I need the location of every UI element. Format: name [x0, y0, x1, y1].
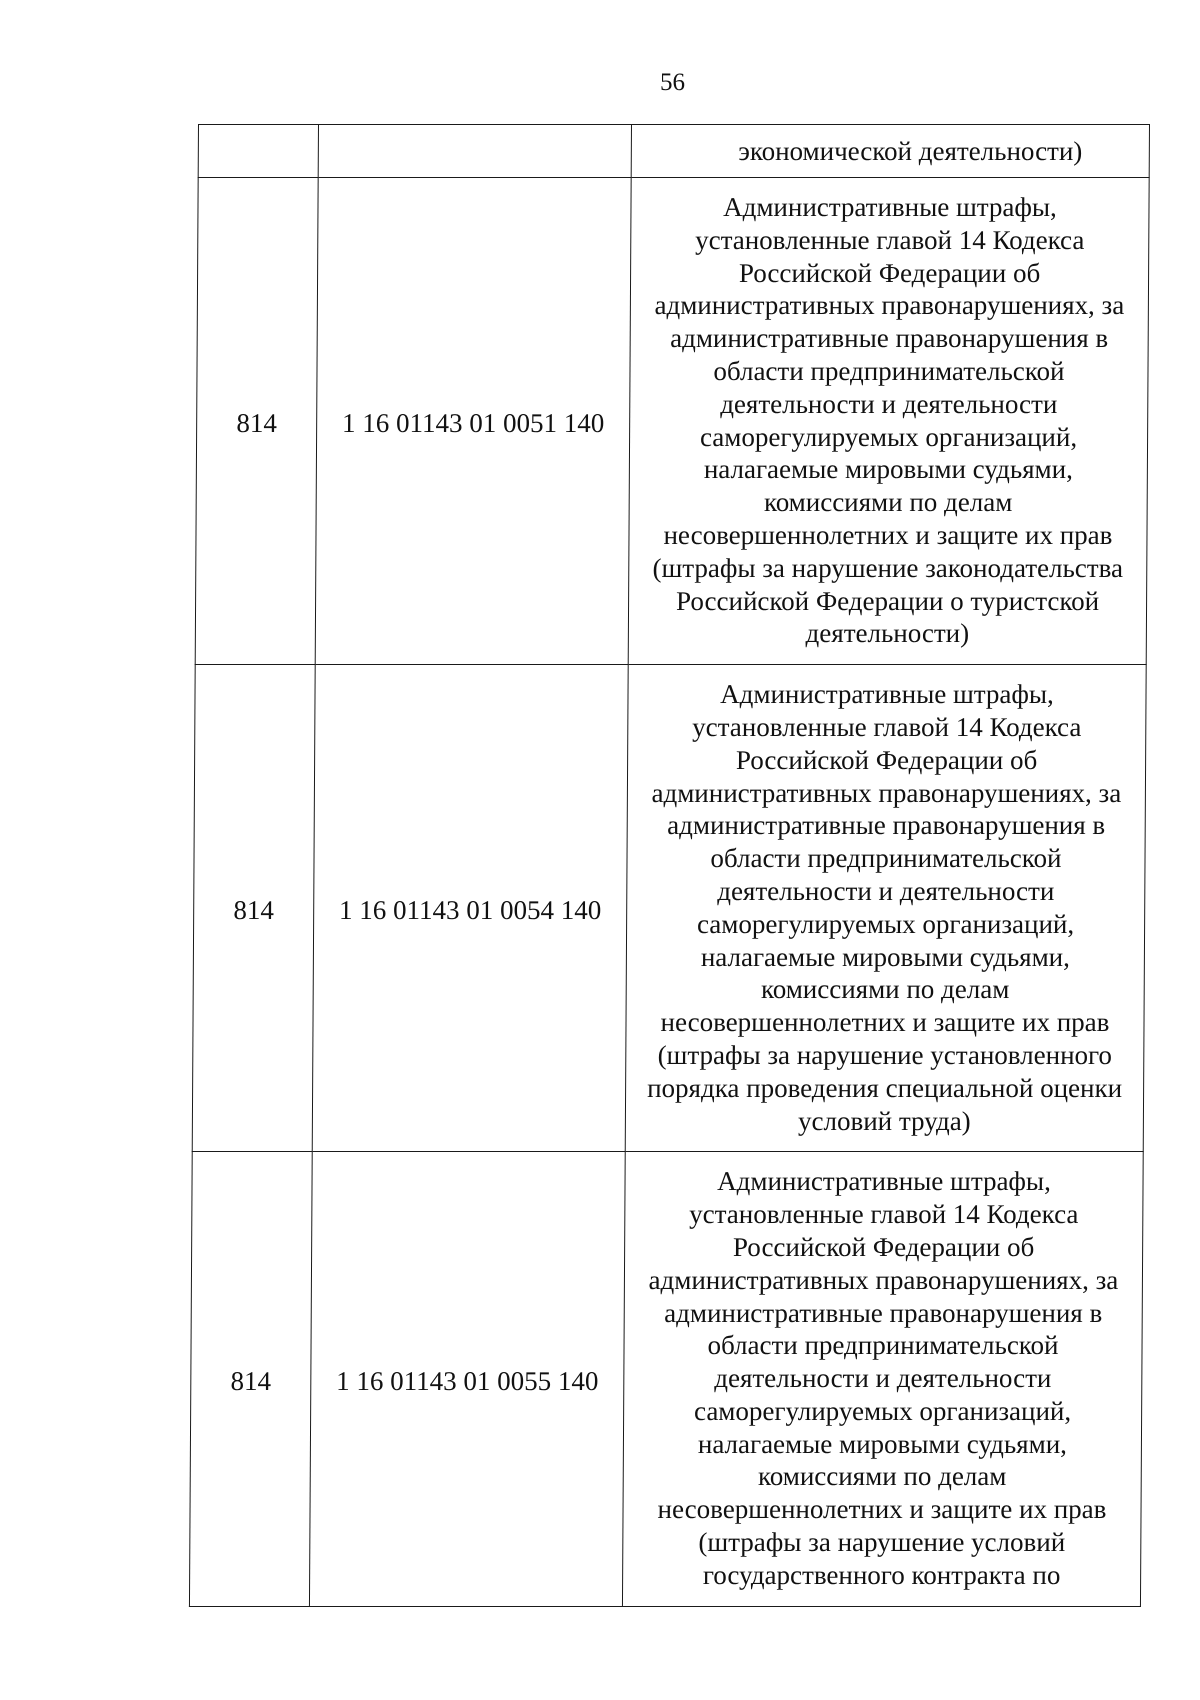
income-name-line: несовершеннолетних и защите их прав: [660, 1007, 1110, 1038]
income-name-line: Российской Федерации об: [732, 1231, 1035, 1262]
income-name-line: государственного контракта по: [702, 1559, 1061, 1590]
budget-code-cell: 1 16 01143 01 0055 140: [309, 1152, 625, 1606]
income-name-line: саморегулируемых организаций,: [696, 908, 1075, 939]
budget-classification-table: [189, 124, 1150, 1607]
income-name-line: комиссиями по делам: [760, 974, 1010, 1005]
income-name-line: Российской Федерации об: [738, 257, 1041, 288]
income-name-line: деятельности и деятельности: [720, 388, 1058, 419]
income-name-line: Российской Федерации о туристской: [675, 585, 1100, 616]
admin-code-cell: 814: [195, 178, 318, 665]
income-name-line: Административные штрафы,: [717, 1166, 1051, 1197]
income-name-line: административные правонарушения в: [664, 1297, 1103, 1328]
income-name-line: комиссиями по делам: [757, 1461, 1007, 1492]
income-name-cell: [622, 1152, 1143, 1606]
income-name-line: несовершеннолетних и защите их прав: [657, 1494, 1107, 1525]
income-name-line: Административные штрафы,: [723, 192, 1057, 222]
table-row: [195, 178, 1149, 665]
budget-code-cell: 1 16 01143 01 0054 140: [312, 665, 628, 1152]
income-name-line: установленные главой 14 Кодекса: [692, 711, 1082, 742]
table-row: [192, 665, 1146, 1152]
income-name-line: области предпринимательской: [710, 843, 1062, 874]
income-name-line: Российской Федерации об: [735, 744, 1038, 775]
income-name-line: саморегулируемых организаций,: [699, 421, 1078, 452]
income-name-line: административных правонарушениях, за: [654, 290, 1125, 321]
income-name-line: административных правонарушениях, за: [651, 777, 1122, 808]
budget-code-cell: 1 16 01143 01 0051 140: [315, 178, 631, 665]
page-number: 56: [660, 69, 685, 96]
income-name-line: налагаемые мировыми судьями,: [703, 454, 1073, 485]
income-name-line: комиссиями по делам: [763, 487, 1013, 518]
admin-code-cell: 814: [192, 665, 315, 1152]
income-name-line: (штрафы за нарушение законодательства: [652, 552, 1124, 583]
income-name-line: порядка проведения специальной оценки: [647, 1072, 1123, 1103]
income-name-line: саморегулируемых организаций,: [693, 1395, 1072, 1426]
table-row: [189, 1152, 1143, 1606]
income-name-line: административных правонарушениях, за: [648, 1264, 1119, 1295]
income-name-line: налагаемые мировыми судьями,: [697, 1428, 1068, 1459]
income-name-cell: [625, 665, 1146, 1152]
income-name-line: (штрафы за нарушение условий: [698, 1527, 1066, 1558]
income-name-line: несовершеннолетних и защите их прав: [663, 519, 1113, 550]
admin-code-cell: [198, 125, 318, 178]
income-name-line: административные правонарушения в: [667, 810, 1106, 841]
income-name-cell: экономической деятельности): [631, 125, 1149, 178]
income-name-line: области предпринимательской: [707, 1330, 1059, 1361]
admin-code-cell: 814: [189, 1152, 312, 1606]
income-name-line: налагаемые мировыми судьями,: [700, 941, 1071, 972]
income-name-line: условий труда): [797, 1105, 971, 1136]
income-name-line: Административные штрафы,: [720, 679, 1054, 710]
income-name-line: деятельности): [805, 618, 970, 649]
income-name-line: деятельности и деятельности: [717, 875, 1055, 906]
income-name-line: установленные главой 14 Кодекса: [695, 224, 1085, 255]
continuation-row: [198, 125, 1149, 178]
income-name-cell: [628, 178, 1149, 665]
income-name-line: области предпринимательской: [713, 355, 1065, 386]
income-name-line: деятельности и деятельности: [714, 1363, 1052, 1394]
income-name-line: установленные главой 14 Кодекса: [689, 1199, 1079, 1230]
budget-code-cell: [318, 125, 631, 178]
income-name-line: (штрафы за нарушение установленного: [657, 1039, 1113, 1070]
income-name-line: административные правонарушения в: [670, 323, 1109, 354]
